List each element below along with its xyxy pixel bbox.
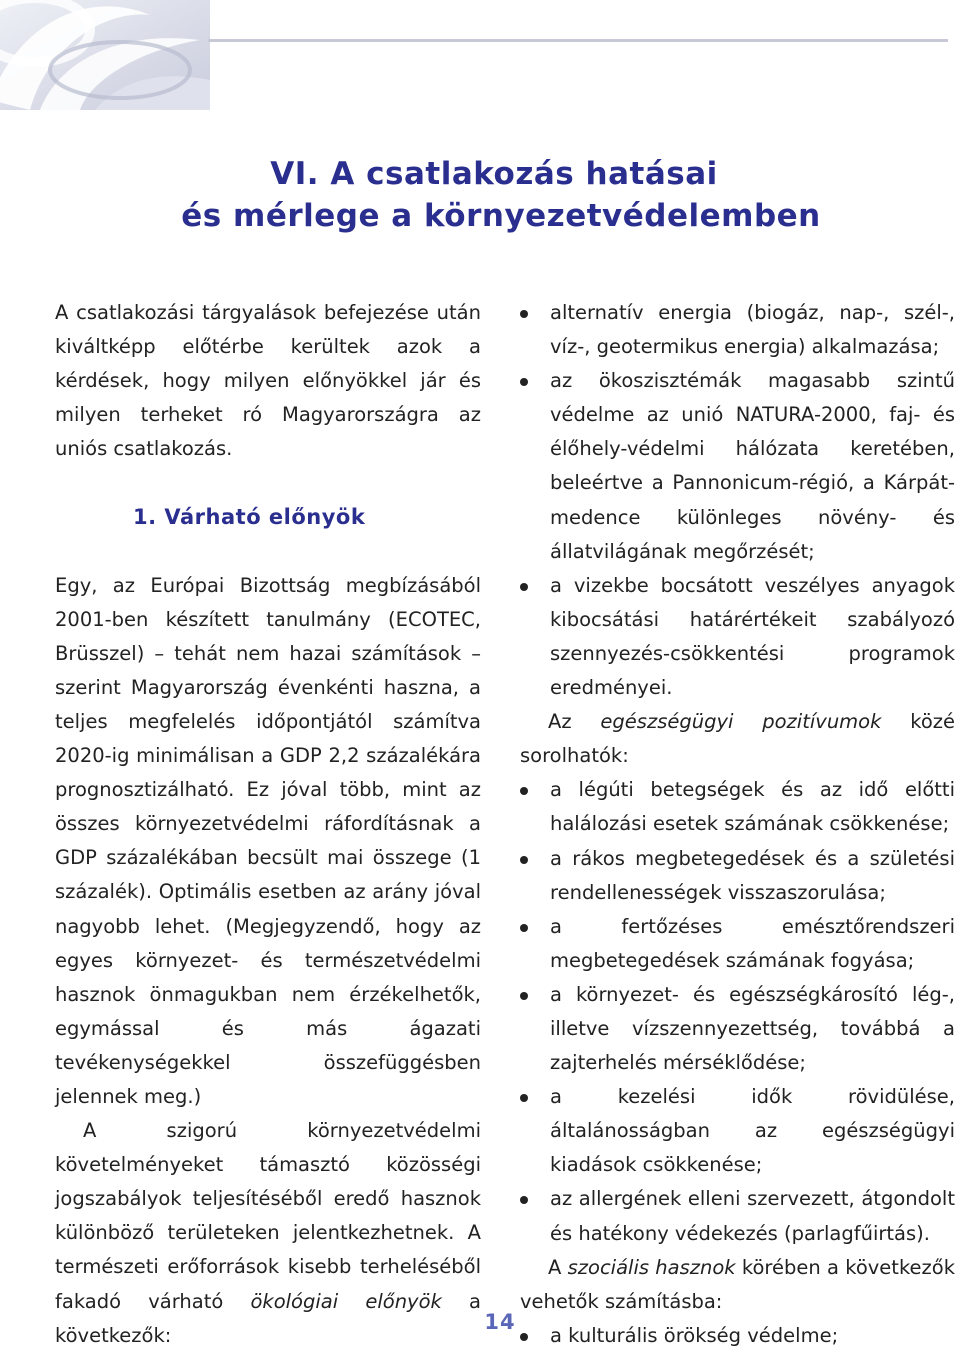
chapter-title-line-2: és mérlege a környezetvédelemben [181, 198, 821, 234]
health-intro-start: Az [548, 710, 601, 734]
list-item [520, 910, 955, 978]
list-item [520, 1182, 955, 1250]
bullet-icon [520, 856, 528, 864]
chapter-title-line-1: VI. A csatlakozás hatásai [270, 156, 718, 192]
list-item [520, 1080, 955, 1182]
ecological-benefits-list [520, 296, 955, 705]
list-item-text: az ökoszisztémák magasabb szintű védelme az unió NATURA-2000, faj- és élőhely-védelmi hálózata keretében, beleértve a Pannonicum-régió, a Kárpát-medence különleges növény- és állatvilágának megőrzését; [550, 369, 955, 563]
social-intro-start: A [548, 1255, 568, 1279]
list-item-text: a légúti betegségek és az idő előtti halálozási esetek számának csökkenése; [550, 778, 955, 836]
list-item-text: a környezet- és egészségkárosító lég-, illetve vízszennyezettség, továbbá a zajterhelés mérséklődése; [550, 982, 955, 1075]
health-intro-end: közé sorolhatók: [520, 710, 956, 768]
header-rule [208, 39, 948, 42]
bullet-icon [520, 378, 528, 386]
list-item-text: a vizekbe bocsátott veszélyes anyagok kibocsátási határértékeit szabályozó szennyezés-csökkentési programok eredményei. [550, 573, 955, 700]
list-item [520, 773, 955, 841]
globe-swirl-logo [0, 0, 210, 110]
section-heading: 1. Várható előnyök [133, 505, 366, 530]
benefits-text-start: A szigorú környezetvédelmi követelményeket támasztó közösségi jogszabályok teljesítéséből eredő hasznok különböző területeken jelentkezhetnek. A természeti erőforrások kisebb terheléséből fakadó várható [55, 1119, 481, 1313]
benefits-text-italic: ökológiai előnyök [250, 1289, 442, 1313]
bullet-icon [520, 583, 528, 591]
list-item-text: a fertőzéses emésztőrendszeri megbetegedések számának fogyása; [550, 914, 955, 972]
list-item [520, 842, 955, 910]
health-benefits-list [520, 773, 955, 1250]
list-item [520, 296, 955, 364]
list-item [520, 569, 955, 705]
list-item-text: a kezelési idők rövidülése, általánosságban az egészségügyi kiadások csökkenése; [550, 1085, 955, 1177]
right-column [520, 296, 955, 1353]
list-item [520, 364, 955, 569]
bullet-icon [520, 310, 528, 318]
left-column [55, 296, 481, 1353]
ecotec-paragraph: Egy, az Európai Bizottság megbízásából 2001-ben készített tanulmány (ECOTEC, Brüsszel) – tehát nem hazai számítások – szerint Magyarország évenkénti haszna, a teljes megfelelés időpontjától számítva 2020-ig minimálisan a GDP 2,2 százalékára prognosztizálható. Ez jóval több, mint az összes környezetvédelmi ráfordításnak a GDP százalékában becsült mai összege (1 százalék). Optimális esetben az arány jóval nagyobb lehet. (Megjegyzendő, hogy az egyes környezet- és természetvédelmi hasznok önmagukban nem érzékelhetők, egymással és más ágazati tevékenységekkel összefüggésben jelennek meg.) [55, 573, 481, 1108]
list-item-text: az allergének elleni szervezett, átgondolt és hatékony védekezés (parlagfűirtás). [550, 1187, 955, 1245]
bullet-icon [520, 924, 528, 932]
health-intro-paragraph [520, 705, 955, 773]
page-number: 14 [484, 1310, 516, 1334]
social-intro-end: körében a következők vehetők számításba: [520, 1255, 955, 1313]
bullet-icon [520, 1196, 528, 1204]
list-item-text: a kulturális örökség védelme; [550, 1323, 839, 1347]
bullet-icon [520, 787, 528, 795]
list-item-text: a rákos megbetegedések és a születési rendellenességek visszaszorulása; [550, 846, 955, 904]
intro-paragraph: A csatlakozási tárgyalások befejezése után kiváltképp előtérbe kerültek azok a kérdések, hogy milyen előnyökkel jár és milyen terheket ró Magyarországra az uniós csatlakozás. [55, 301, 481, 461]
bullet-icon [520, 1094, 528, 1102]
social-intro-paragraph [520, 1251, 955, 1319]
social-intro-italic: szociális hasznok [567, 1255, 736, 1279]
list-item [520, 978, 955, 1080]
health-intro-italic: egészségügyi pozitívumok [600, 710, 882, 734]
bullet-icon [520, 1333, 528, 1341]
bullet-icon [520, 992, 528, 1000]
list-item-text: alternatív energia (biogáz, nap-, szél-, víz-, geotermikus energia) alkalmazása; [550, 301, 955, 359]
benefits-text-end: a következők: [55, 1289, 481, 1347]
